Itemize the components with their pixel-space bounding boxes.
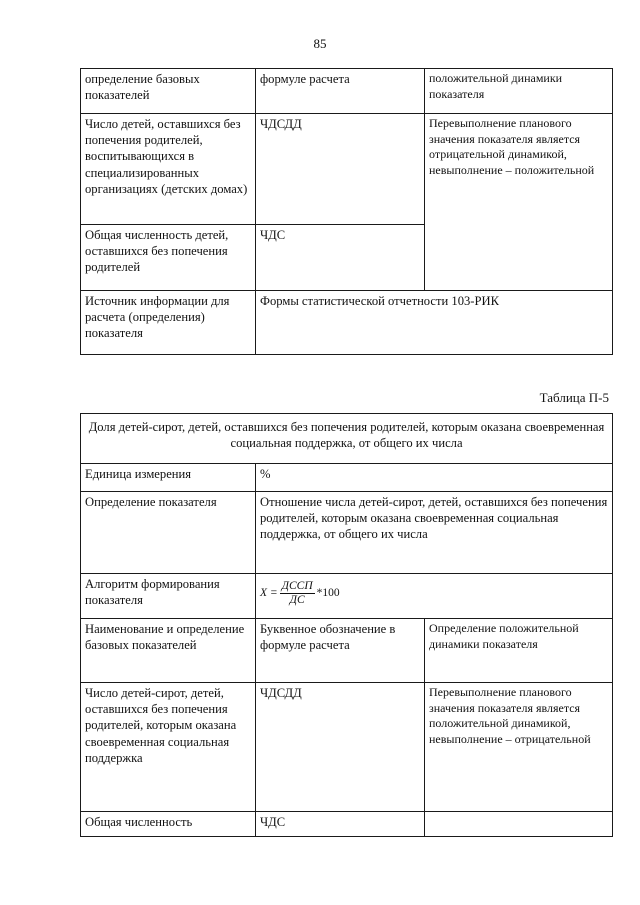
table-row [81,812,613,837]
formula-multiplier: *100 [316,587,340,600]
formula [260,576,608,607]
row-name-cell: Число детей, оставшихся без попечения родителей, воспитывающихся в специализированных организациях (детских домах) [81,114,256,225]
row-dynamics-cell: Перевыполнение планового значения показателя является отрицательной динамикой, невыполнение – положительной [425,114,613,291]
formula-cell [256,574,613,619]
indicator-table-continued [80,68,613,355]
row-symbol-cell: ЧДСДД [256,114,425,225]
header-cell-dynamics: положительной динамики показателя [425,69,613,114]
row-dynamics-cell [425,812,613,837]
source-label-cell: Источник информации для расчета (определения) показателя [81,291,256,355]
unit-label-cell: Единица измерения [81,464,256,492]
table-row [81,492,613,574]
row-name-cell: Общая численность [81,812,256,837]
table-header-row [81,619,613,683]
formula-fraction [280,580,315,607]
algorithm-label-cell: Алгоритм формирования показателя [81,574,256,619]
header-cell-symbol: Буквенное обозначение в формуле расчета [256,619,425,683]
table-row [81,114,613,225]
header-cell-name: Наименование и определение базовых показателей [81,619,256,683]
header-cell-symbol: формуле расчета [256,69,425,114]
row-name-cell: Число детей-сирот, детей, оставшихся без попечения родителей, которым оказана своевременная социальная поддержка [81,683,256,812]
table-header-row [81,69,613,114]
table-row [81,291,613,355]
formula-lhs: X = [260,587,278,600]
table-row [81,574,613,619]
row-symbol-cell: ЧДСДД [256,683,425,812]
source-value-cell: Формы статистической отчетности 103-РИК [256,291,613,355]
unit-value-cell: % [256,464,613,492]
row-symbol-cell: ЧДС [256,812,425,837]
table-title-row [81,414,613,464]
definition-value-cell: Отношение числа детей-сирот, детей, оставшихся без попечения родителей, которым оказана своевременная социальная поддержка, от общего их числа [256,492,613,574]
table-title: Доля детей-сирот, детей, оставшихся без попечения родителей, которым оказана своевременная социальная поддержка, от общего их числа [81,414,613,464]
row-name-cell: Общая численность детей, оставшихся без попечения родителей [81,225,256,291]
row-symbol-cell: ЧДС [256,225,425,291]
definition-label-cell: Определение показателя [81,492,256,574]
formula-numerator: ДССП [281,580,313,592]
table-row [81,683,613,812]
table-caption: Таблица П-5 [539,390,609,405]
formula-denominator: ДС [289,594,305,606]
header-cell-dynamics: Определение положительной динамики показателя [425,619,613,683]
page-number: 85 [313,36,327,51]
indicator-table-p5 [80,413,613,837]
header-cell-name: определение базовых показателей [81,69,256,114]
row-dynamics-cell: Перевыполнение планового значения показателя является положительной динамикой, невыполнение – отрицательной [425,683,613,812]
table-row [81,464,613,492]
